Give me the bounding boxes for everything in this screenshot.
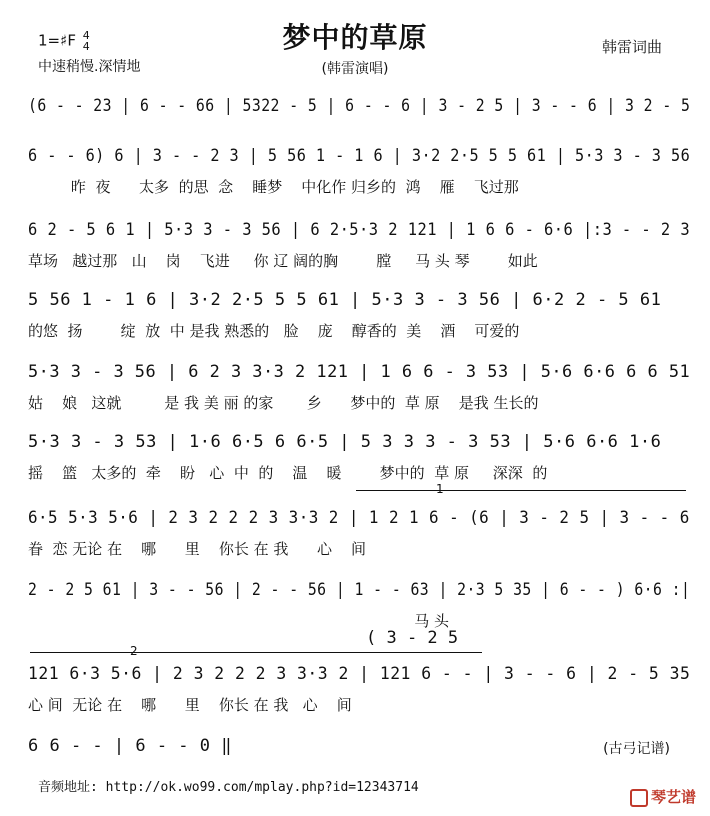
singer-credit: (韩雷演唱) — [321, 61, 389, 77]
page-title: 梦中的草原 — [282, 21, 428, 54]
lyrics-row: 摇 篮 太多的 牵 盼 心 中 的 温 暖 梦中的 草 原 深深 的 — [28, 464, 548, 482]
lyrics-row: 心 间 无论 在 哪 里 你长 在 我 心 间 — [28, 696, 352, 714]
logo-icon — [630, 789, 648, 807]
tempo-marking: 中速稍慢.深情地 — [38, 59, 141, 75]
lyrics-row: 昨 夜 太多 的思 念 睡梦 中化作 归乡的 鸿 雁 飞过那 — [28, 178, 519, 196]
first-ending-bracket — [356, 490, 686, 491]
lyrics-row — [28, 126, 690, 148]
first-ending-number: 1 — [436, 482, 444, 496]
lyrics-row: 的悠 扬 绽 放 中 是我 熟悉的 脸 庞 醇香的 美 酒 可爱的 — [28, 322, 520, 340]
lyrics-row: 姑 娘 这就 是 我 美 丽 的家 乡 梦中的 草 原 是我 生长的 — [28, 394, 539, 412]
time-sig-bottom: 4 — [82, 40, 90, 53]
key-label: 1=♯F — [38, 31, 76, 50]
key-signature — [38, 30, 90, 52]
notation-row: 6 - - 6) 6 | 3 - - 2 3 | 5 56 1 - 1 6 | 3·2 2·5 5 5 61 | 5·3 3 - 3 56 — [28, 146, 691, 166]
lyrics-row: 草场 越过那 山 岗 飞进 你 辽 阔的胸 膛 马 头 琴 如此 — [28, 252, 538, 270]
notation-row: 6·5 5·3 5·6 | 2 3 2 2 2 3 3·3 2 | 1 2 1 6 - (6 | 3 - 2 5 | 3 - - 6 — [28, 508, 690, 528]
notation-row: 6 6 - - | 6 - - 0 ‖ — [28, 736, 232, 756]
notation-row: 5 56 1 - 1 6 | 3·2 2·5 5 5 61 | 5·3 3 - 3 56 | 6·2 2 - 5 61 — [28, 290, 662, 310]
notation-row: 6 2 - 5 6 1 | 5·3 3 - 3 56 | 6 2·5·3 2 121 | 1 6 6 - 6·6 |:3 - - 2 3 — [28, 220, 691, 240]
notation-row: 5·3 3 - 3 53 | 1·6 6·5 6 6·5 | 5 3 3 3 - 3 53 | 5·6 6·6 1·6 — [28, 432, 662, 452]
author-credit: 韩雷词曲 — [601, 38, 662, 56]
lyrics-row: 眷 恋 无论 在 哪 里 你长 在 我 心 间 — [28, 540, 367, 558]
site-logo — [630, 786, 696, 807]
second-ending-number: 2 — [130, 644, 138, 658]
lyrics-row: 马 头 — [28, 612, 449, 630]
transcriber-credit: (古弓记谱) — [603, 741, 670, 757]
second-ending-bracket — [30, 652, 482, 653]
audio-link[interactable]: 音频地址: http://ok.wo99.com/mplay.php?id=12343714 — [38, 780, 419, 795]
notation-row: (6 - - 23 | 6 - - 66 | 5322 - 5 | 6 - - 6 | 3 - 2 5 | 3 - - 6 | 3 2 - 5 — [28, 96, 691, 116]
notation-row: 5·3 3 - 3 56 | 6 2 3 3·3 2 121 | 1 6 6 - 3 53 | 5·6 6·6 6 6 51 — [28, 362, 691, 382]
time-sig-top: 4 — [82, 29, 90, 42]
time-signature — [83, 30, 90, 52]
notation-row: 121 6·3 5·6 | 2 3 2 2 2 3 3·3 2 | 121 6 - - | 3 - - 6 | 2 - 5 35 — [28, 664, 691, 684]
alternate-notes: ( 3 - 2 5 — [366, 628, 459, 648]
notation-row: 2 - 2 5 61 | 3 - - 56 | 2 - - 56 | 1 - - 63 | 2·3 5 35 | 6 - - ) 6·6 :| — [28, 580, 691, 600]
logo-text: 琴艺谱 — [650, 788, 696, 806]
